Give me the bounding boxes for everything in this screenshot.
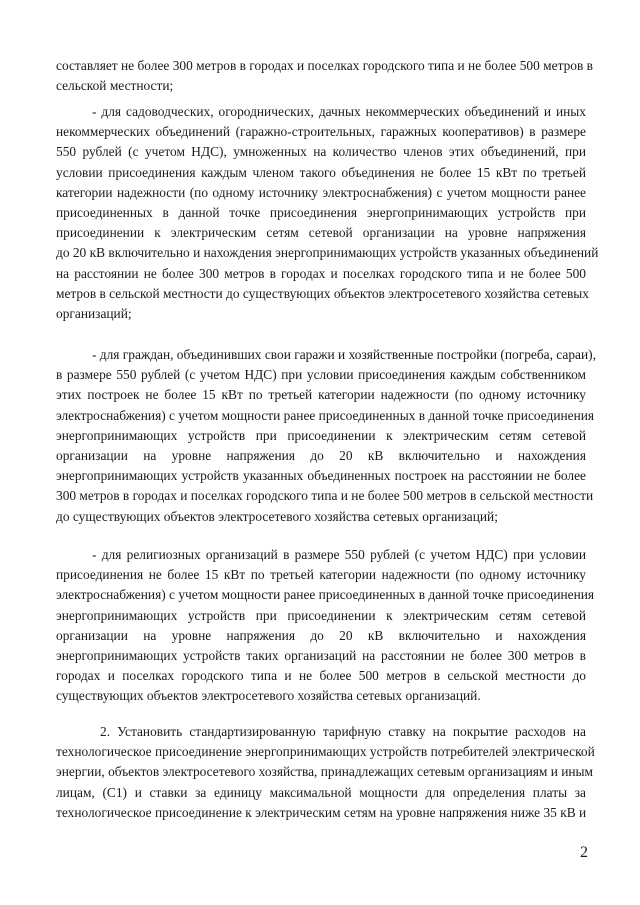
- text-line: присоединении к электрическим сетям сетевой организации на уровне напряжения: [56, 225, 586, 241]
- paragraph-continuation: [56, 56, 593, 96]
- text-line: энергопринимающих устройств указанных объединенных построек на расстоянии не более: [56, 468, 586, 484]
- text-line: - для садоводческих, огороднических, дачных некоммерческих объединений и иных: [92, 104, 586, 119]
- text-line: энергопринимающих устройств при присоединении к электрическим сетям сетевой: [56, 427, 586, 443]
- text-line: технологическое присоединение к электрическим сетям на уровне напряжения ниже 35 кВ и: [56, 804, 587, 820]
- text-line: на расстоянии не более 300 метров в городах и поселках городского типа и не более 500: [56, 265, 586, 281]
- text-line: электроснабжения) с учетом мощности ранее присоединенных в данной точке присоединения: [56, 587, 595, 603]
- text-line: 2. Установить стандартизированную тарифную ставку на покрытие расходов на: [100, 724, 586, 739]
- paragraph-religious-organizations: [56, 545, 595, 707]
- text-line: организаций;: [56, 305, 132, 321]
- text-line: организации на уровне напряжения до 20 кВ включительно и нахождения: [56, 627, 586, 643]
- text-line: энергии, объектов электросетевого хозяйства, принадлежащих сетевым организациям и иным: [56, 764, 594, 780]
- text-line: до 20 кВ включительно и нахождения энергопринимающих устройств указанных объединений: [56, 245, 599, 261]
- text-line: присоединения не более 15 кВт по третьей категории надежности (по одному источнику: [56, 567, 586, 583]
- text-line: метров в сельской местности до существующих объектов электросетевого хозяйства сетевых: [56, 285, 589, 301]
- text-line: в размере 550 рублей (с учетом НДС) при условии присоединения каждым собственником: [56, 367, 586, 383]
- text-line: технологическое присоединение энергопринимающих устройств потребителей электрической: [56, 744, 595, 760]
- text-line: присоединенных в данной точке присоединения энергопринимающих устройств при: [56, 204, 586, 220]
- text-line: электроснабжения) с учетом мощности ранее присоединенных в данной точке присоединения: [56, 407, 595, 423]
- text-line: некоммерческих объединений (гаражно-строительных, гаражных кооперативов) в размере: [56, 124, 586, 140]
- text-line: - для граждан, объединивших свои гаражи и хозяйственные постройки (погреба, сараи),: [92, 347, 596, 362]
- text-line: до существующих объектов электросетевого хозяйства сетевых организаций;: [56, 508, 498, 524]
- text-line: 550 рублей (с учетом НДС), умноженных на количество членов этих объединений, при: [56, 144, 586, 160]
- text-line: условии присоединения каждым членом такого объединения не более 15 кВт по третьей: [56, 164, 586, 180]
- text-line: организации на уровне напряжения до 20 кВ включительно и нахождения: [56, 447, 586, 463]
- text-line: категории надежности (по одному источнику электроснабжения) с учетом мощности ранее: [56, 184, 586, 200]
- text-line: - для религиозных организаций в размере 550 рублей (с учетом НДС) при условии: [92, 547, 586, 562]
- text-line: лицам, (С1) и ставки за единицу максимальной мощности для определения платы за: [56, 784, 586, 800]
- text-line: составляет не более 300 метров в городах и поселках городского типа и не более 500 метров в: [56, 58, 593, 73]
- text-line: сельской местности;: [56, 78, 174, 94]
- page-number: 2: [580, 844, 588, 861]
- text-line: городах и поселках городского типа и не более 500 метров в сельской местности до: [56, 668, 586, 684]
- paragraph-garages: [56, 345, 596, 527]
- paragraph-item-2: [56, 722, 595, 823]
- text-line: 300 метров в городах и поселках городского типа и не более 500 метров в сельской местности: [56, 488, 594, 504]
- text-line: энергопринимающих устройств при присоединении к электрическим сетям сетевой: [56, 607, 586, 623]
- text-line: этих построек не более 15 кВт по третьей категории надежности (по одному источнику: [56, 387, 586, 403]
- paragraph-gardening-associations: [56, 102, 599, 324]
- text-line: существующих объектов электросетевого хозяйства сетевых организаций.: [56, 688, 481, 704]
- text-line: энергопринимающих устройств таких организаций на расстоянии не более 300 метров в: [56, 647, 586, 663]
